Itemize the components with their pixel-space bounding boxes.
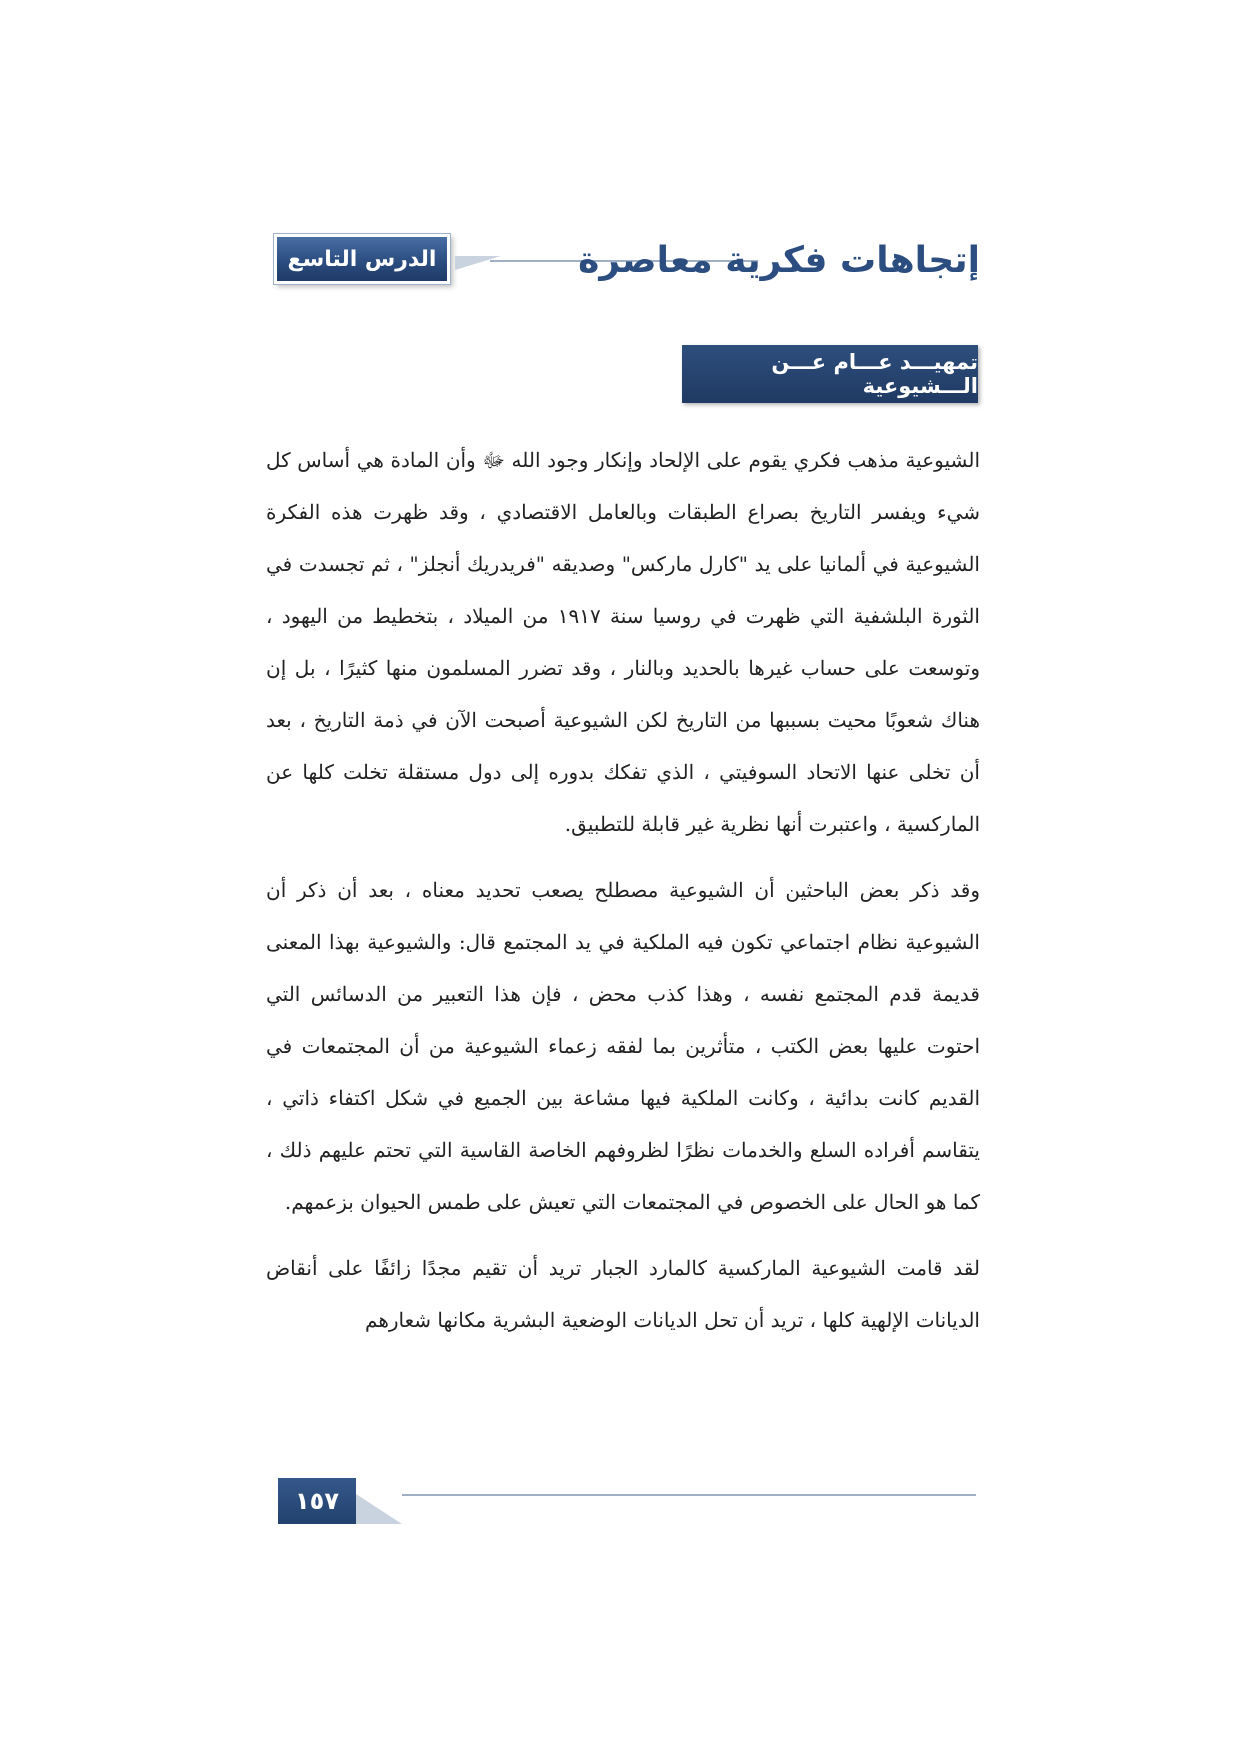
page-footer <box>278 1478 978 1530</box>
lesson-badge: الدرس التاسع <box>274 234 450 284</box>
paragraph-1: الشيوعية مذهب فكري يقوم على الإلحاد وإنكار وجود الله ﷻ وأن المادة هي أساس كل شيء ويفسر التاريخ بصراع الطبقات وبالعامل الاقتصادي ، وقد ظهرت هذه الفكرة الشيوعية في ألمانيا على يد "كارل ماركس" وصديقه "فريدريك أنجلز" ، ثم تجسدت في الثورة البلشفية التي ظهرت في روسيا سنة ١٩١٧ من الميلاد ، بتخطيط من اليهود ، وتوسعت على حساب غيرها بالحديد وبالنار ، وقد تضرر المسلمون منها كثيرًا ، بل إن هناك شعوبًا محيت بسببها من التاريخ لكن الشيوعية أصبحت الآن في ذمة التاريخ ، بعد أن تخلى عنها الاتحاد السوفيتي ، الذي تفكك بدوره إلى دول مستقلة تخلت كلها عن الماركسية ، واعتبرت أنها نظرية غير قابلة للتطبيق. <box>266 448 980 836</box>
page-number: ١٥٧ <box>278 1478 356 1524</box>
section-heading: تمهيـــد عـــام عـــن الـــشيوعية <box>682 345 978 403</box>
page-number-tail <box>356 1494 402 1524</box>
lesson-badge-tail <box>455 256 501 270</box>
paragraph-2: وقد ذكر بعض الباحثين أن الشيوعية مصطلح يصعب تحديد معناه ، بعد أن ذكر أن الشيوعية نظام اجتماعي تكون فيه الملكية في يد المجتمع قال: والشيوعية بهذا المعنى قديمة قدم المجتمع نفسه ، وهذا كذب محض ، فإن هذا التعبير من الدسائس التي احتوت عليها بعض الكتب ، متأثرين بما لفقه زعماء الشيوعية من أن المجتمعات في القديم كانت بدائية ، وكانت الملكية فيها مشاعة بين الجميع في شكل اكتفاء ذاتي ، يتقاسم أفراده السلع والخدمات نظرًا لظروفهم الخاصة القاسية التي تحتم عليهم ذلك ، كما هو الحال على الخصوص في المجتمعات التي تعيش على طمس الحيوان بزعمهم. <box>266 878 980 1214</box>
book-title: إتجاهات فكرية معاصرة <box>578 239 980 281</box>
paragraph-3: لقد قامت الشيوعية الماركسية كالمارد الجبار تريد أن تقيم مجدًا زائفًا على أنقاض الديانات الإلهية كلها ، تريد أن تحل الديانات الوضعية البشرية مكانها شعارهم <box>266 1256 980 1332</box>
body-text <box>266 434 980 1360</box>
page-header <box>270 230 980 292</box>
footer-rule <box>402 1494 976 1496</box>
